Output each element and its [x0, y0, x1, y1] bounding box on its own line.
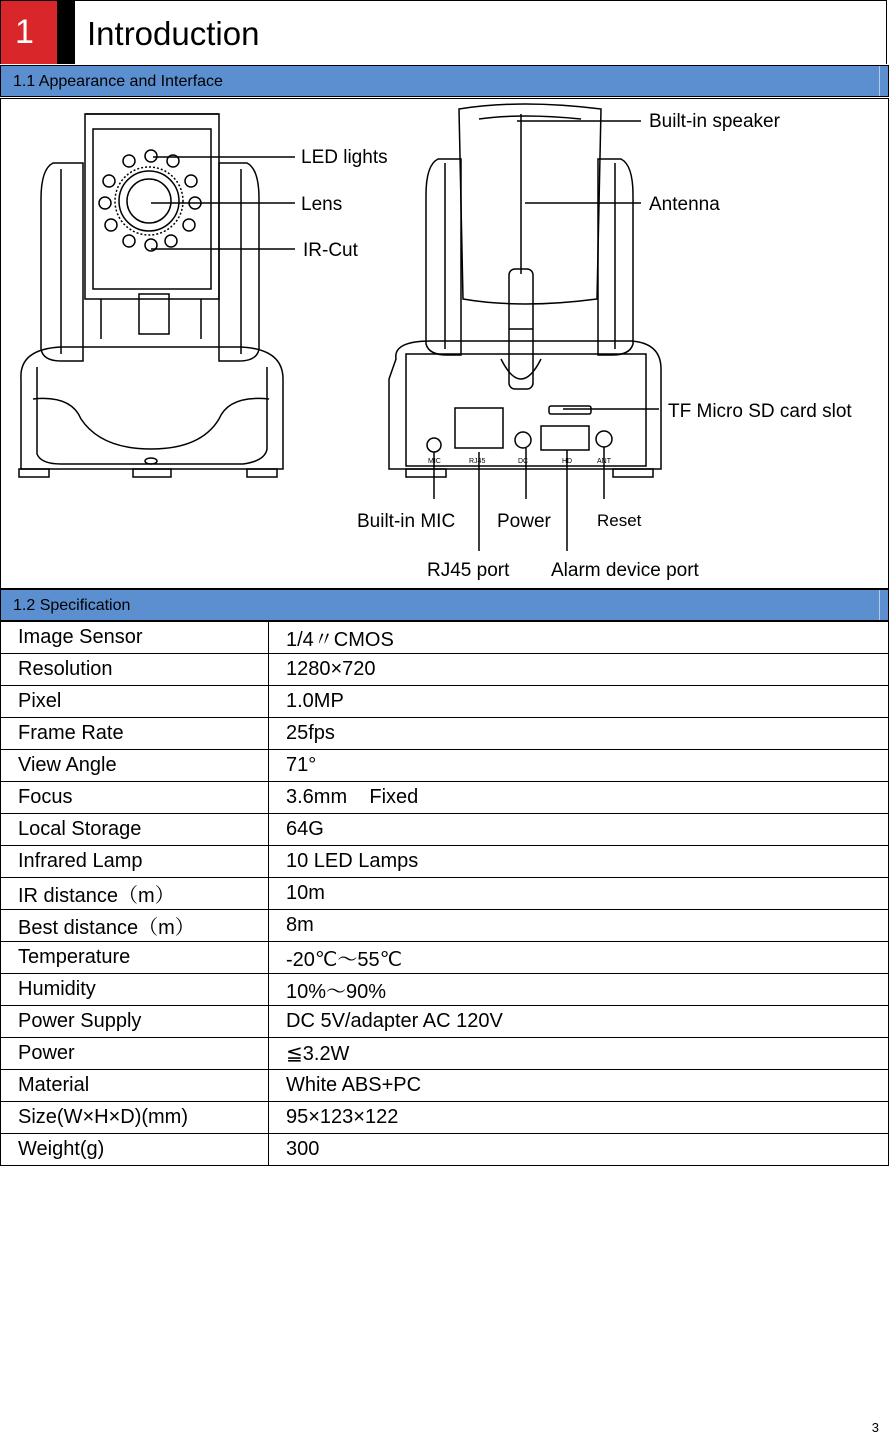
callout-tf-slot: TF Micro SD card slot [668, 401, 852, 422]
table-row [1, 1134, 889, 1166]
spec-key: Material [1, 1070, 269, 1102]
table-row [1, 1038, 889, 1070]
table-row [1, 942, 889, 974]
port-label-dc: DC [518, 458, 529, 465]
spec-value: -20℃～55℃ [269, 942, 889, 974]
spec-key: Resolution [1, 654, 269, 686]
spec-value: 64G [269, 814, 889, 846]
table-row [1, 782, 889, 814]
section-label: 1.2 Specification [13, 597, 131, 614]
spec-key: Size(W×H×D)(mm) [1, 1102, 269, 1134]
callout-rj45: RJ45 port [427, 560, 510, 581]
chapter-divider [57, 1, 75, 64]
table-row [1, 814, 889, 846]
port-label-hd: HD [562, 458, 573, 465]
spec-value: 10 LED Lamps [269, 846, 889, 878]
table-row [1, 654, 889, 686]
port-label-ant: ANT [597, 458, 611, 465]
section-header-appearance [0, 65, 889, 97]
section-label: 1.1 Appearance and Interface [13, 73, 223, 90]
spec-table [0, 621, 889, 1166]
spec-key: Best distance（m） [1, 910, 269, 942]
table-row [1, 750, 889, 782]
spec-key: Local Storage [1, 814, 269, 846]
spec-value: DC 5V/adapter AC 120V [269, 1006, 889, 1038]
camera-illustration [1, 99, 888, 588]
table-row [1, 1070, 889, 1102]
spec-key: Pixel [1, 686, 269, 718]
spec-value: 10%～90% [269, 974, 889, 1006]
spec-key: IR distance（m） [1, 878, 269, 910]
port-label-mic: MIC [428, 458, 441, 465]
camera-diagram [0, 98, 889, 589]
callout-mic: Built-in MIC [357, 511, 456, 532]
spec-key: Humidity [1, 974, 269, 1006]
port-label-rj45: RJ45 [469, 458, 486, 465]
spec-key: Power Supply [1, 1006, 269, 1038]
table-row [1, 1006, 889, 1038]
spec-key: View Angle [1, 750, 269, 782]
table-row [1, 878, 889, 910]
spec-key: Power [1, 1038, 269, 1070]
callout-led-lights: LED lights [301, 147, 388, 168]
chapter-number: 1 [1, 1, 57, 64]
spec-value: 1/4〃CMOS [269, 622, 889, 654]
callout-power: Power [497, 511, 551, 532]
spec-value: 3.6mm Fixed [269, 782, 889, 814]
table-row [1, 974, 889, 1006]
spec-value: 1.0MP [269, 686, 889, 718]
spec-key: Temperature [1, 942, 269, 974]
chapter-title: Introduction [87, 15, 260, 52]
spec-key: Weight(g) [1, 1134, 269, 1166]
table-row [1, 718, 889, 750]
spec-value: 10m [269, 878, 889, 910]
spec-value: 71° [269, 750, 889, 782]
callout-reset: Reset [597, 511, 642, 530]
section-bar-end [879, 590, 888, 620]
spec-key: Image Sensor [1, 622, 269, 654]
spec-value: ≦3.2W [269, 1038, 889, 1070]
section-bar-end [879, 66, 888, 96]
callout-antenna: Antenna [649, 194, 720, 215]
callout-alarm: Alarm device port [551, 560, 699, 581]
spec-value: 25fps [269, 718, 889, 750]
spec-key: Infrared Lamp [1, 846, 269, 878]
spec-key: Frame Rate [1, 718, 269, 750]
callout-speaker: Built-in speaker [649, 111, 780, 132]
spec-value: 1280×720 [269, 654, 889, 686]
spec-value: White ABS+PC [269, 1070, 889, 1102]
page-number: 3 [871, 1420, 879, 1435]
spec-value: 95×123×122 [269, 1102, 889, 1134]
spec-value: 300 [269, 1134, 889, 1166]
callout-ir-cut: IR-Cut [303, 240, 358, 261]
table-row [1, 846, 889, 878]
spec-value: 8m [269, 910, 889, 942]
table-row [1, 1102, 889, 1134]
table-row [1, 910, 889, 942]
table-row [1, 622, 889, 654]
section-header-specification [0, 589, 889, 621]
table-row [1, 686, 889, 718]
callout-lens: Lens [301, 194, 343, 215]
chapter-heading [0, 0, 887, 64]
spec-key: Focus [1, 782, 269, 814]
